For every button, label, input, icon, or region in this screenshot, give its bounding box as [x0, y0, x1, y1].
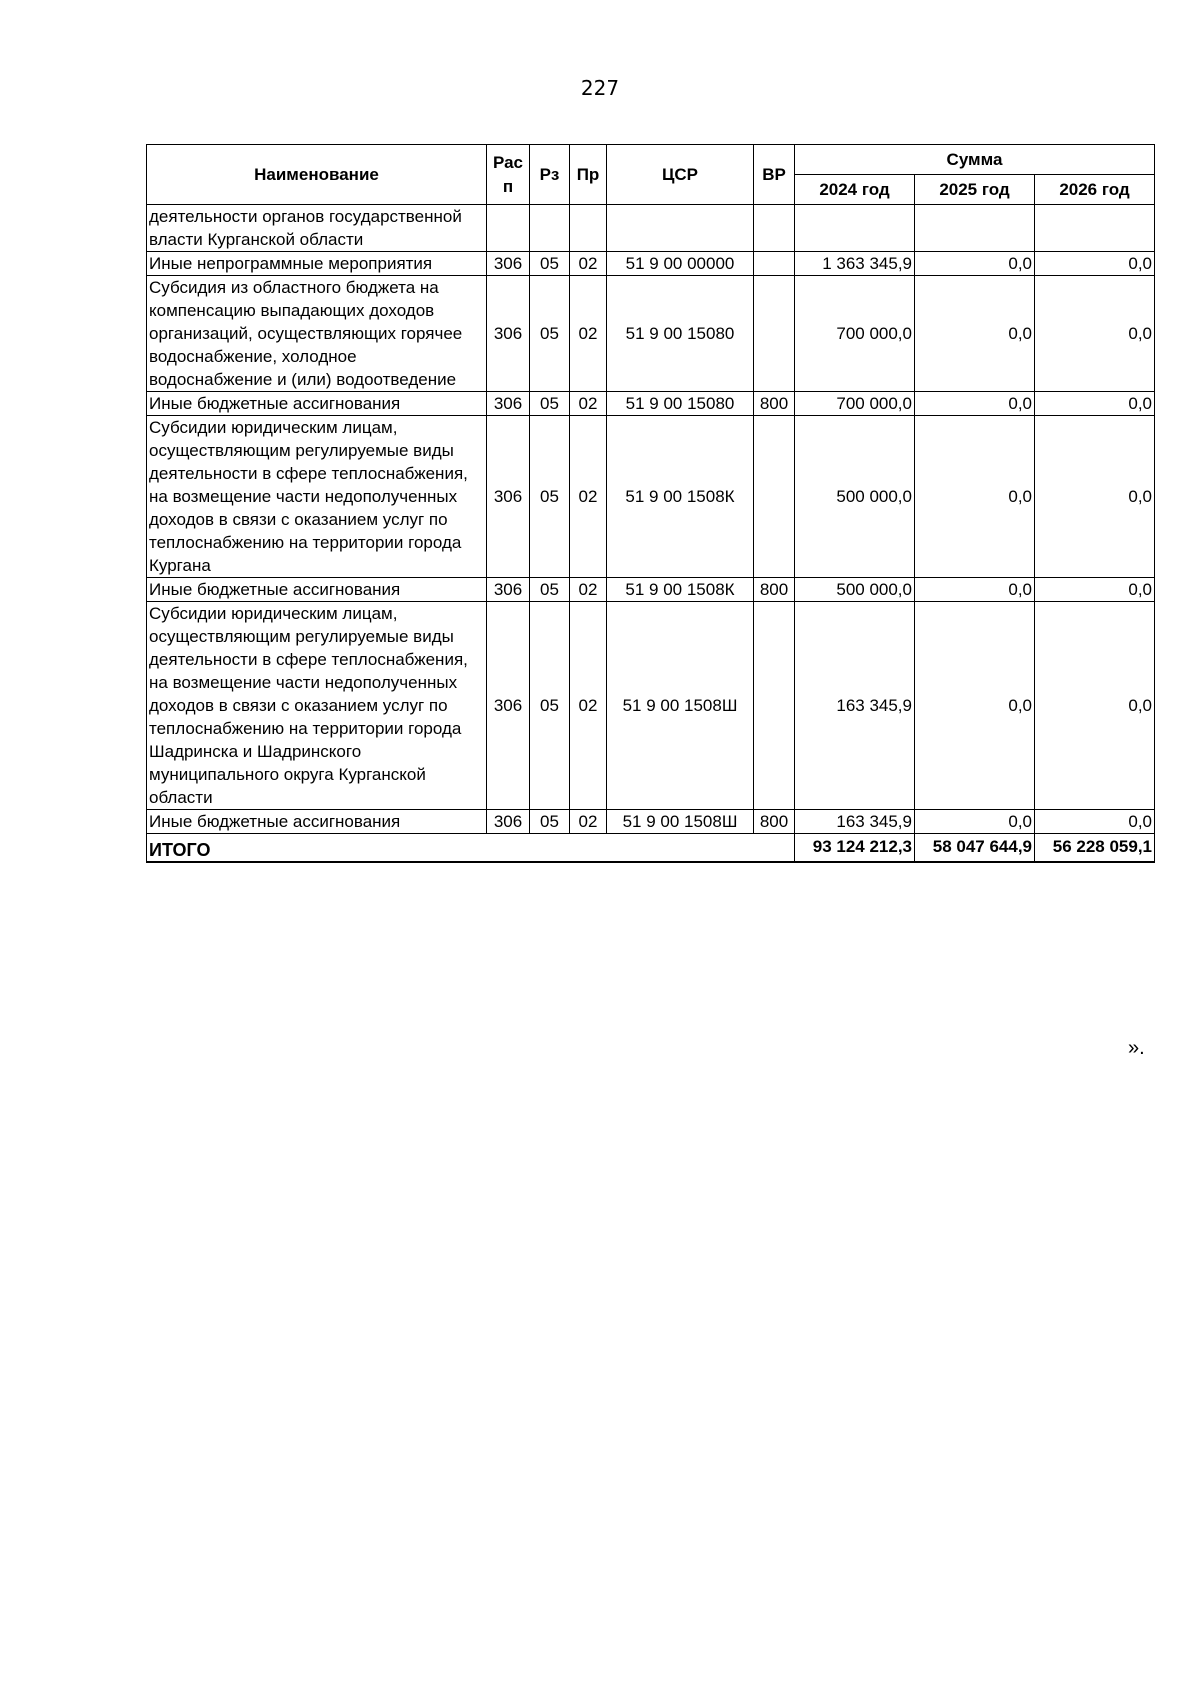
- table-row: [147, 602, 1155, 810]
- row-csr: [607, 205, 754, 252]
- table-row: [147, 578, 1155, 602]
- row-rasp: 306: [487, 602, 530, 810]
- row-2025: 0,0: [915, 578, 1035, 602]
- row-2024: 700 000,0: [795, 392, 915, 416]
- row-rasp: 306: [487, 416, 530, 578]
- row-csr: 51 9 00 1508К: [607, 578, 754, 602]
- row-pr: 02: [570, 602, 607, 810]
- total-2026: 56 228 059,1: [1035, 834, 1155, 862]
- row-vr: [754, 205, 795, 252]
- row-name: Иные бюджетные ассигнования: [147, 392, 487, 416]
- total-label: ИТОГО: [147, 834, 795, 862]
- row-2026: 0,0: [1035, 578, 1155, 602]
- row-rasp: 306: [487, 810, 530, 834]
- header-rz: Рз: [530, 145, 570, 205]
- row-csr: 51 9 00 1508Ш: [607, 810, 754, 834]
- header-vr: ВР: [754, 145, 795, 205]
- row-vr: [754, 602, 795, 810]
- row-2025: 0,0: [915, 392, 1035, 416]
- header-rasp: Рас п: [487, 145, 530, 205]
- row-2024: [795, 205, 915, 252]
- row-2026: 0,0: [1035, 252, 1155, 276]
- row-2026: 0,0: [1035, 276, 1155, 392]
- row-csr: 51 9 00 1508Ш: [607, 602, 754, 810]
- row-2025: 0,0: [915, 810, 1035, 834]
- row-rasp: 306: [487, 252, 530, 276]
- row-vr: 800: [754, 392, 795, 416]
- row-2024: 163 345,9: [795, 810, 915, 834]
- header-csr: ЦСР: [607, 145, 754, 205]
- table-row: [147, 276, 1155, 392]
- total-2025: 58 047 644,9: [915, 834, 1035, 862]
- row-name: Иные непрограммные мероприятия: [147, 252, 487, 276]
- budget-table: [146, 144, 1155, 863]
- row-vr: [754, 252, 795, 276]
- row-2026: 0,0: [1035, 602, 1155, 810]
- row-rz: 05: [530, 392, 570, 416]
- row-2024: 1 363 345,9: [795, 252, 915, 276]
- header-pr: Пр: [570, 145, 607, 205]
- row-csr: 51 9 00 15080: [607, 392, 754, 416]
- row-name: Иные бюджетные ассигнования: [147, 810, 487, 834]
- header-2026: 2026 год: [1035, 175, 1155, 205]
- row-vr: [754, 416, 795, 578]
- row-vr: [754, 276, 795, 392]
- row-csr: 51 9 00 1508К: [607, 416, 754, 578]
- row-pr: 02: [570, 810, 607, 834]
- row-name: Субсидии юридическим лицам, осуществляющим регулируемые виды деятельности в сфере теплоснабжения, на возмещение части недополученных доходов в связи с оказанием услуг по теплоснабжению на территории города Кургана: [147, 416, 487, 578]
- row-2025: 0,0: [915, 276, 1035, 392]
- row-rasp: 306: [487, 578, 530, 602]
- row-2024: 500 000,0: [795, 578, 915, 602]
- row-2024: 500 000,0: [795, 416, 915, 578]
- row-pr: 02: [570, 252, 607, 276]
- row-2026: 0,0: [1035, 416, 1155, 578]
- table-row: [147, 392, 1155, 416]
- row-2025: 0,0: [915, 416, 1035, 578]
- row-vr: 800: [754, 810, 795, 834]
- row-2026: [1035, 205, 1155, 252]
- row-2025: 0,0: [915, 252, 1035, 276]
- row-rz: [530, 205, 570, 252]
- row-name: деятельности органов государственной власти Курганской области: [147, 205, 487, 252]
- header-name: Наименование: [147, 145, 487, 205]
- header-2025: 2025 год: [915, 175, 1035, 205]
- total-2024: 93 124 212,3: [795, 834, 915, 862]
- row-rz: 05: [530, 252, 570, 276]
- row-pr: [570, 205, 607, 252]
- row-2025: 0,0: [915, 602, 1035, 810]
- header-2024: 2024 год: [795, 175, 915, 205]
- page-number: 227: [580, 76, 620, 100]
- row-rz: 05: [530, 602, 570, 810]
- row-2026: 0,0: [1035, 810, 1155, 834]
- row-rz: 05: [530, 578, 570, 602]
- row-vr: 800: [754, 578, 795, 602]
- row-csr: 51 9 00 15080: [607, 276, 754, 392]
- row-pr: 02: [570, 276, 607, 392]
- table-row: [147, 205, 1155, 252]
- row-name: Иные бюджетные ассигнования: [147, 578, 487, 602]
- row-rasp: 306: [487, 392, 530, 416]
- header-sum: Сумма: [795, 145, 1155, 175]
- row-2024: 163 345,9: [795, 602, 915, 810]
- row-name: Субсидии юридическим лицам, осуществляющим регулируемые виды деятельности в сфере теплоснабжения, на возмещение части недополученных доходов в связи с оказанием услуг по теплоснабжению на территории города Шадринска и Шадринского муниципального округа Курганской области: [147, 602, 487, 810]
- row-rasp: 306: [487, 276, 530, 392]
- row-name: Субсидия из областного бюджета на компенсацию выпадающих доходов организаций, осуществляющих горячее водоснабжение, холодное водоснабжение и (или) водоотведение: [147, 276, 487, 392]
- table-row: [147, 810, 1155, 834]
- row-2025: [915, 205, 1035, 252]
- row-pr: 02: [570, 392, 607, 416]
- closing-quote-mark: ».: [1128, 1037, 1145, 1059]
- row-2024: 700 000,0: [795, 276, 915, 392]
- row-rasp: [487, 205, 530, 252]
- row-rz: 05: [530, 416, 570, 578]
- total-row: [147, 834, 1155, 862]
- row-pr: 02: [570, 578, 607, 602]
- row-rz: 05: [530, 276, 570, 392]
- row-csr: 51 9 00 00000: [607, 252, 754, 276]
- table-row: [147, 416, 1155, 578]
- row-2026: 0,0: [1035, 392, 1155, 416]
- row-rz: 05: [530, 810, 570, 834]
- row-pr: 02: [570, 416, 607, 578]
- table-row: [147, 252, 1155, 276]
